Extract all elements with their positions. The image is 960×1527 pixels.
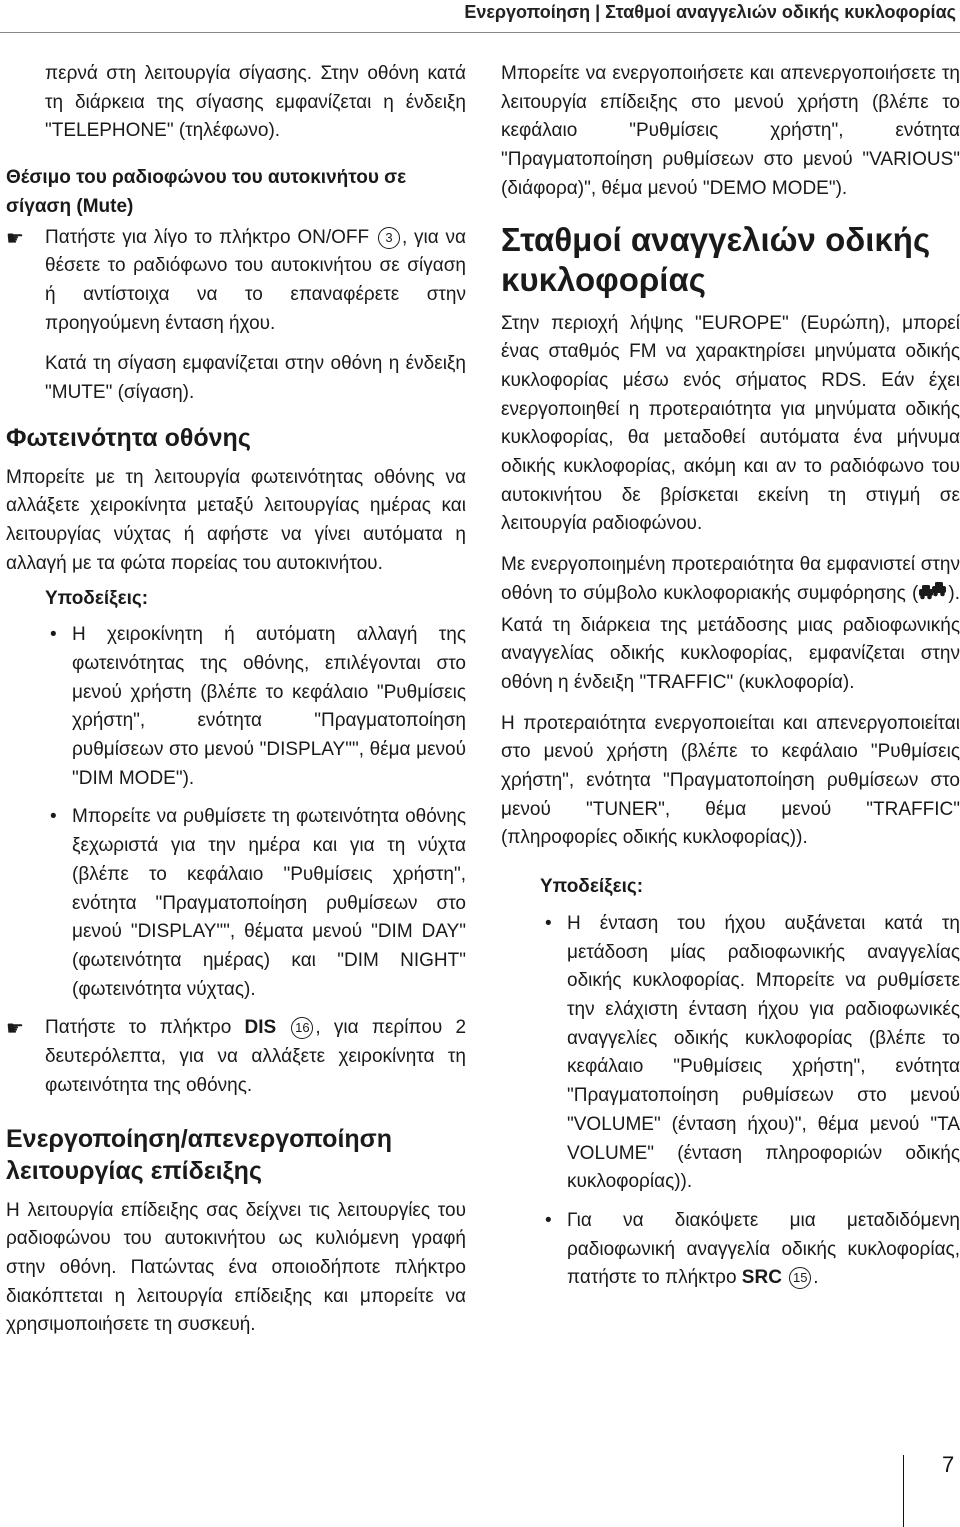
demo-body: Η λειτουργία επίδειξης σας δείχνει τις λειτουργίες του ραδιοφώνου του αυτοκινήτου ως κυλιόμενη γραφή στην οθόνη. Πατώντας ένα οποιοδήποτε πλήκτρο διακόπτεται η λειτουργία επίδειξης και μπορείτε να χρησιμοποιήσετε τη συσκευή. [6,1199,466,1336]
page-number-rule [903,1455,904,1527]
pointing-hand-icon: ☛ [6,227,24,250]
traffic-paragraph-3: Η προτεραιότητα ενεργοποιείται και απενεργοποιείται στο μενού χρήστη (βλέπε το κεφάλαιο "Ρυθμίσεις χρήστη", ενότητα "Πραγματοποίηση ρυθμίσεων στο μενού "TUNER", θέμα μενού "TRAFFIC" (πληροφορίες οδικής κυκλοφορίας)). [501,712,960,849]
demo-heading: Ενεργοποίηση/απενεργοποίηση λειτουργίας επίδειξης [6,1124,393,1185]
note-text: Μπορείτε να ρυθμίσετε τη φωτεινότητα οθόνης ξεχωριστά για την ημέρα και για τη νύχτα (βλέπε το κεφάλαιο "Ρυθμίσεις χρήστη", ενότητα "Πραγματοποίηση ρυθμίσεων στο μενού "DISPLAY"", θέματα μενού "DIM DAY" (φωτεινότητα ημέρας) και "DIM NIGHT" (φωτεινότητα νύχτας). [72,806,466,1000]
mute-heading: Θέσιμο του ραδιοφώνου του αυτοκινήτου σε σίγαση (Mute) [6,167,407,217]
note-text: Η ένταση του ήχου αυξάνεται κατά τη μετάδοση μίας ραδιοφωνικής αναγγελίας οδικής κυκλοφορίας. Μπορείτε να ρυθμίσετε την ελάχιστη ένταση ήχου για ραδιοφωνικές αναγγελίες οδικής κυκλοφορίας (βλέπε το κεφάλαιο "Ρυθμίσεις χρήστη", ενότητα "Πραγματοποίηση ρυθμίσεων στο μενού "VOLUME" (ένταση ήχου)", θέμα μενού "TA VOLUME" (ένταση πληροφοριών οδικής κυκλοφορίας)). [567,912,960,1193]
note-text [567,1207,960,1293]
dis-step [6,1014,466,1100]
bullet-dot: • [545,1209,552,1231]
traffic-paragraph-1: Στην περιοχή λήψης "EUROPE" (Ευρώπη), μπορεί ένας σταθμός FM να χαρακτηρίσει μηνύματα οδικής κυκλοφορίας μέσω ενός σήματος RDS. Εάν έχει ενεργοποιηθεί η προτεραιότητα για μηνύματα οδικής κυκλοφορίας, θα μεταδοθεί αυτόματα ένα μήνυμα οδικής κυκλοφορίας, ακόμη και αν το ραδιόφωνο του αυτοκινήτου δε βρίσκεται εκείνη τη στιγμή σε λειτουργία ραδιοφώνου. [501,312,960,535]
traffic-p2-text-a: Με ενεργοποιημένη προτεραιότητα θα εμφανιστεί στην οθόνη το σύμβολο κυκλοφοριακής συμφόρησης ( [501,554,960,604]
key-number-badge: 15 [789,1267,811,1289]
left-column [6,60,466,1340]
dis-key: DIS [244,1017,277,1039]
note-text: Η χειροκίνητη ή αυτόματη αλλαγή της φωτεινότητας της οθόνης, επιλέγονται στο μενού χρήστη (βλέπε το κεφάλαιο "Ρυθμίσεις χρήστη", ενότητα "Πραγματοποίηση ρυθμίσεων στο μενού "DISPLAY"", θέμα μενού "DIM MODE"). [72,624,466,789]
list-item [501,1207,960,1293]
brightness-heading: Φωτεινότητα οθόνης [6,423,251,452]
list-item [6,803,466,1004]
note2-text-b: . [813,1267,819,1289]
demo-continued: Μπορείτε να ενεργοποιήσετε και απενεργοποιήσετε τη λειτουργία επίδειξης στο μενού χρήστη (βλέπε το κεφάλαιο "Ρυθμίσεις χρήστη", ενότητα "Πραγματοποίηση ρυθμίσεων στο μενού "VARIOUS" (διάφορα)", θέμα μενού "DEMO MODE"). [501,63,960,199]
running-header: Ενεργοποίηση | Σταθμοί αναγγελιών οδικής κυκλοφορίας [464,2,956,22]
traffic-heading: Σταθμοί αναγγελιών οδικής κυκλοφορίας [501,220,931,298]
src-key: SRC [741,1267,782,1289]
notes-list-left [6,621,466,1004]
list-item [501,910,960,1197]
bullet-dot: • [50,624,57,646]
mute-step-text-b: , για να θέσετε το ραδιόφωνο του αυτοκινήτου σε σίγαση ή αντίστοιχα να το επαναφέρετε στην προηγούμενη ένταση ήχου. [45,226,467,334]
notes-list-right [501,910,960,1293]
bullet-dot: • [50,806,57,828]
pointing-hand-icon: ☛ [6,1018,24,1041]
brightness-body: Μπορείτε με τη λειτουργία φωτεινότητας οθόνης να αλλάξετε χειροκίνητα μεταξύ λειτουργίας ημέρας και λειτουργίας νύχτας ή αφήστε να γίνει αυτόματα η αλλαγή με τα φώτα πορείας του αυτοκινήτου. [6,466,466,574]
mute-step [6,224,466,339]
header-divider [0,32,960,33]
key-number-badge: 3 [378,227,400,249]
dis-step-text-a: Πατήστε το πλήκτρο [45,1017,232,1039]
traffic-jam-icon [918,580,948,612]
dis-step-text-b: , για περίπου 2 δευτερόλεπτα, για να αλλάξετε χειροκίνητα τη φωτεινότητα της οθόνης. [45,1017,467,1096]
right-column [501,60,960,1303]
key-number-badge: 16 [291,1017,313,1039]
page-number: 7 [942,1452,955,1477]
intro-paragraph: περνά στη λειτουργία σίγασης. Στην οθόνη κατά τη διάρκεια της σίγασης εμφανίζεται η ένδειξη "TELEPHONE" (τηλέφωνο). [45,63,466,142]
notes-title-right: Υποδείξεις: [540,876,644,898]
mute-step-text-a: Πατήστε για λίγο το πλήκτρο ON/OFF [45,226,370,248]
traffic-paragraph-2 [501,551,960,698]
list-item [6,621,466,793]
notes-title-left: Υποδείξεις: [45,587,149,609]
bullet-dot: • [545,912,552,934]
mute-info: Κατά τη σίγαση εμφανίζεται στην οθόνη η ένδειξη "MUTE" (σίγαση). [45,353,466,404]
traffic-p2-text-b: ). Κατά τη διάρκεια της μετάδοσης μιας ραδιοφωνικής αναγγελίας οδικής κυκλοφορίας, εμφανίζεται στην οθόνη η ένδειξη "TRAFFIC" (κυκλοφορία). [501,582,960,693]
note2-text-a: Για να διακόψετε μια μεταδιδόμενη ραδιοφωνική αναγγελία οδικής κυκλοφορίας, πατήστε το πλήκτρο [567,1209,960,1289]
